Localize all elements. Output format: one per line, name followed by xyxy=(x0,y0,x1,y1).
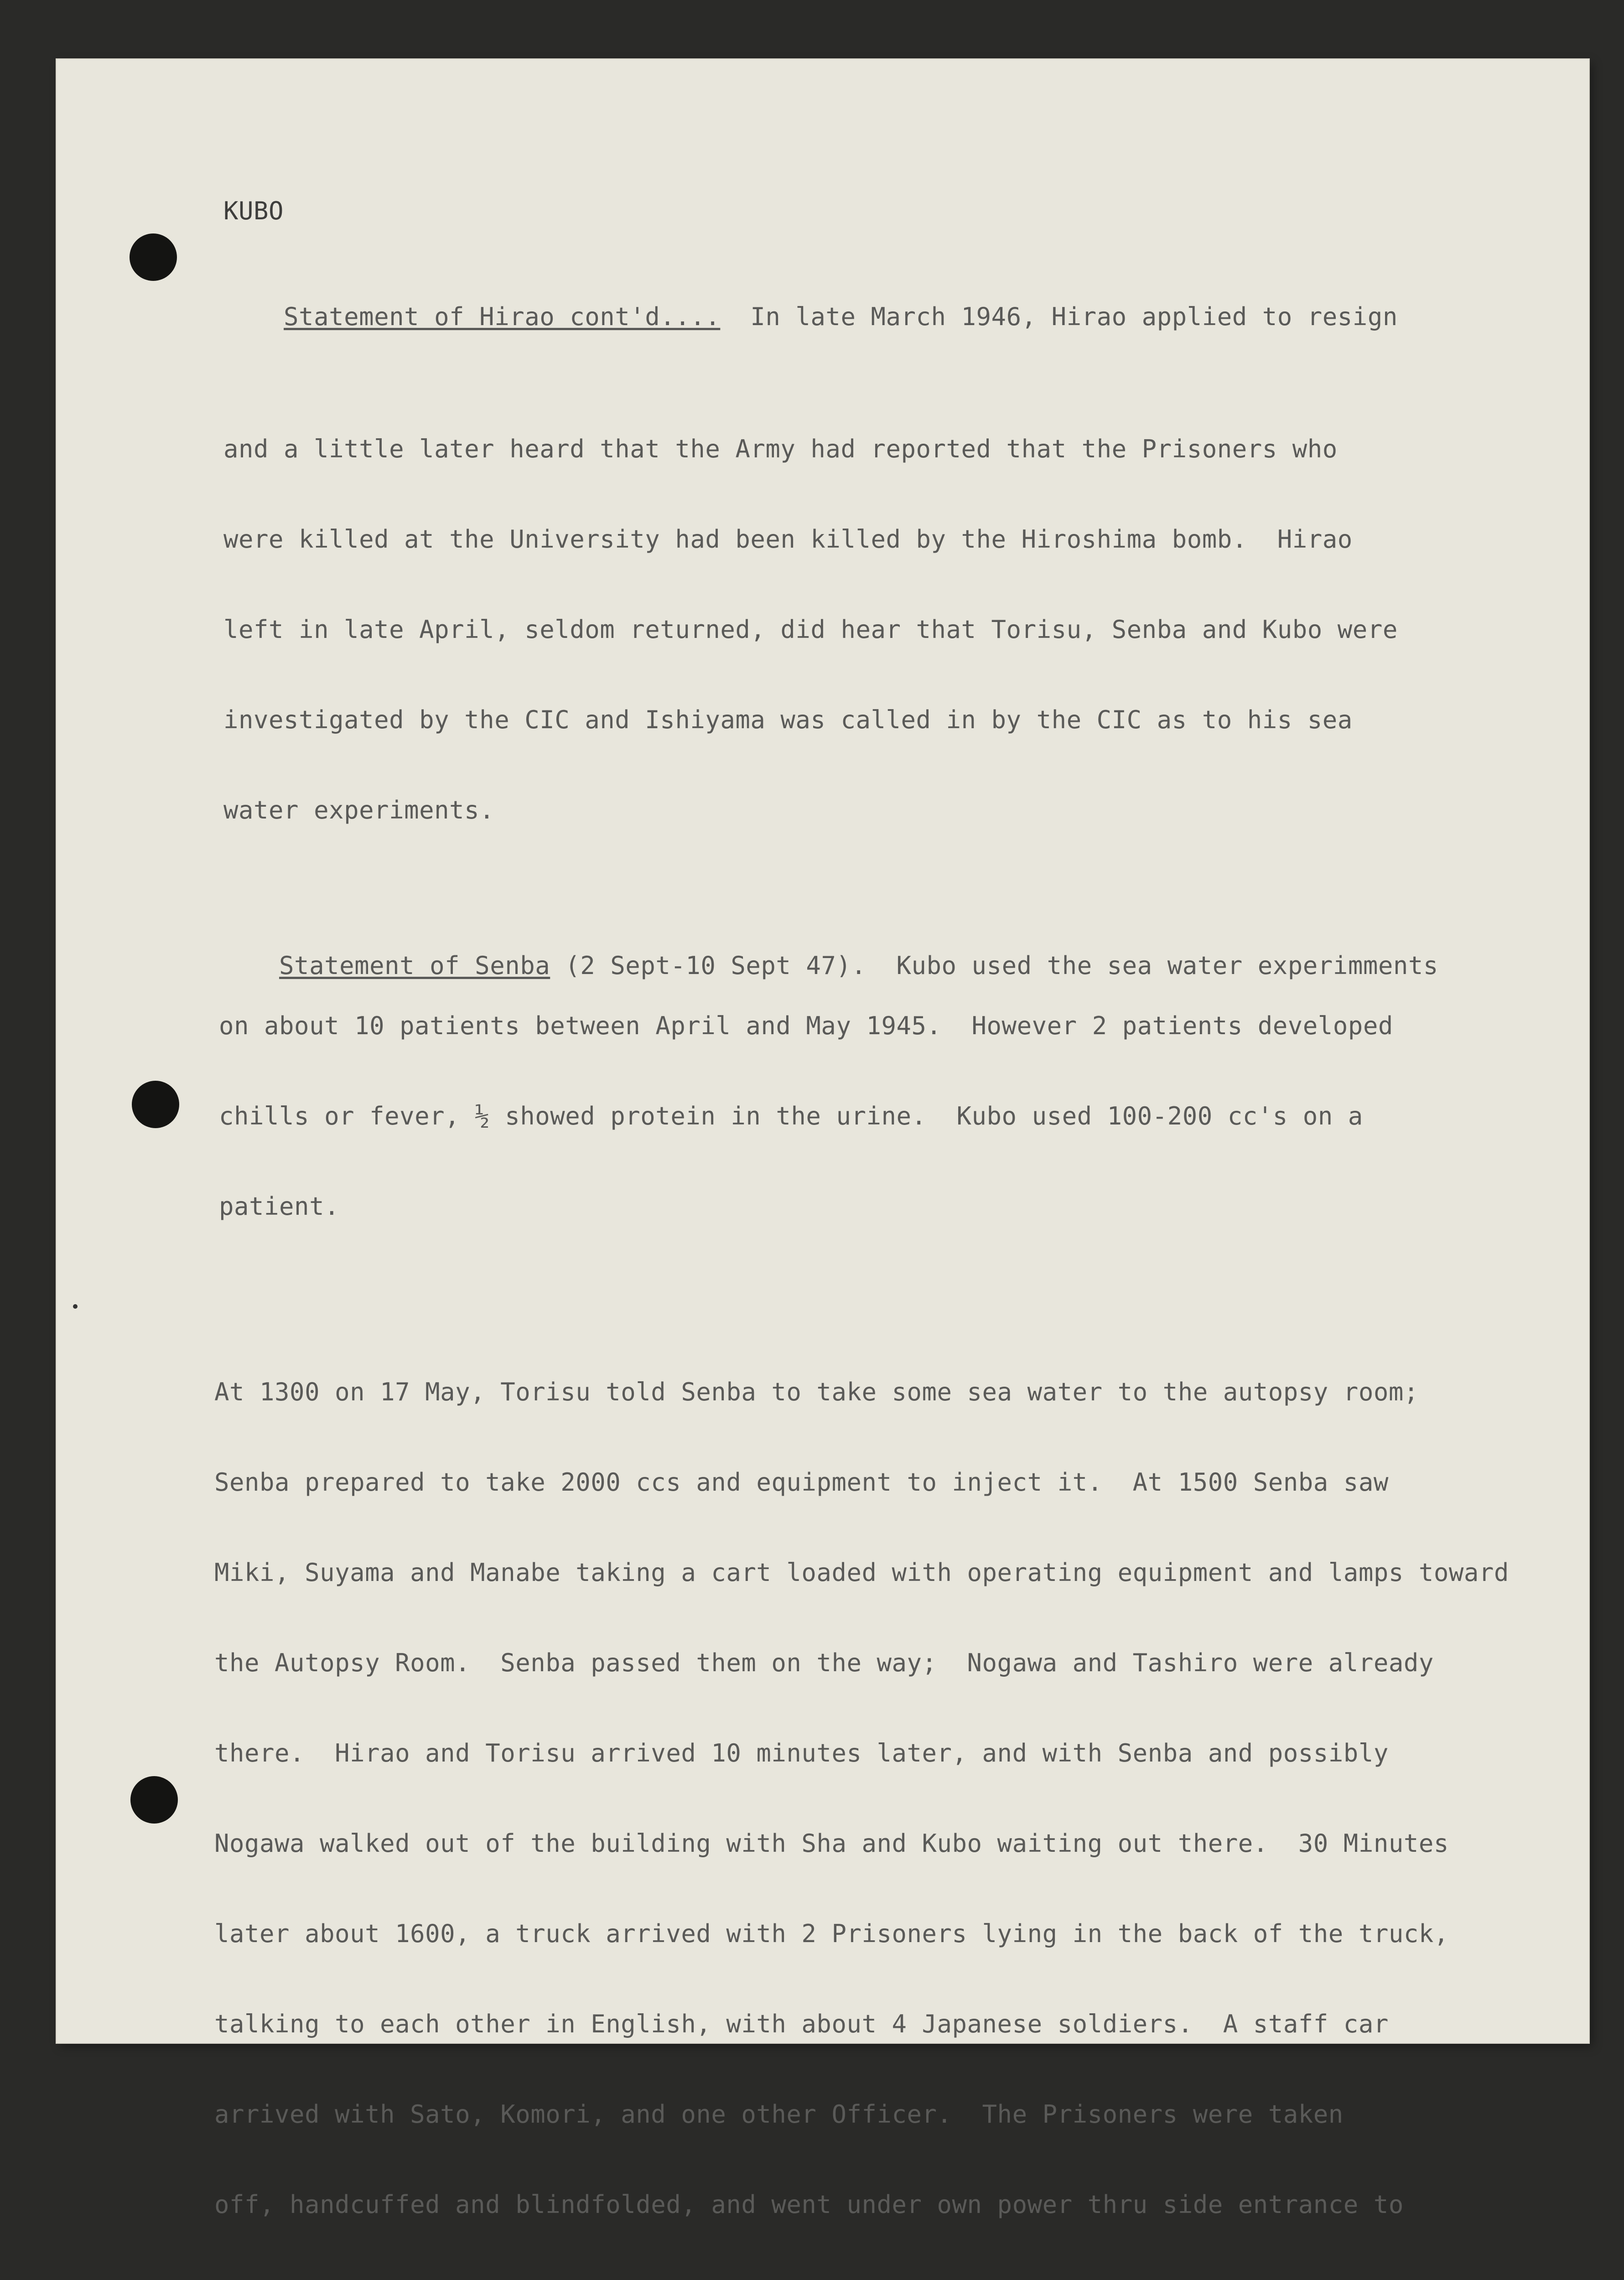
section-heading: Statement of Hirao cont'd.... xyxy=(284,302,721,331)
paragraph-line: were killed at the University had been killed by the Hiroshima bomb. Hirao xyxy=(223,525,1353,554)
paragraph-line: investigated by the CIC and Ishiyama was called in by the CIC as to his sea xyxy=(223,705,1353,734)
paragraph-line: water experiments. xyxy=(223,796,495,824)
page-header: KUBO xyxy=(223,197,284,225)
paragraph-first-line: (2 Sept-10 Sept 47). Kubo used the sea water experimments xyxy=(550,951,1438,980)
paragraph-line: Nogawa walked out of the building with Sha and Kubo waiting out there. 30 Minutes xyxy=(214,1829,1449,1858)
paragraph-line: left in late April, seldom returned, did hear that Torisu, Senba and Kubo were xyxy=(223,615,1398,644)
paragraph-line: talking to each other in English, with about 4 Japanese soldiers. A staff car xyxy=(214,2010,1389,2038)
paragraph-line: off, handcuffed and blindfolded, and went under own power thru side entrance to xyxy=(214,2190,1404,2219)
paragraph xyxy=(150,374,1564,886)
paragraph-line: later about 1600, a truck arrived with 2 Prisoners lying in the back of the truck, xyxy=(214,1919,1449,1948)
paragraph-first-line: In late March 1946, Hirao applied to resign xyxy=(720,302,1398,331)
paragraph-line: on about 10 patients between April and May 1945. However 2 patients developed xyxy=(219,1011,1393,1040)
paragraph-line: the Autopsy Room. Senba passed them on the way; Nogawa and Tashiro were already xyxy=(214,1648,1434,1677)
paragraph-line: Miki, Suyama and Manabe taking a cart loaded with operating equipment and lamps toward xyxy=(214,1558,1509,1587)
paragraph-line: Senba prepared to take 2000 ccs and equipment to inject it. At 1500 Senba saw xyxy=(214,1468,1389,1497)
document-body xyxy=(150,196,1564,2280)
paragraph-line: chills or fever, ½ showed protein in the urine. Kubo used 100-200 cc's on a xyxy=(219,1102,1363,1130)
paragraph-line: patient. xyxy=(219,1192,340,1221)
paper-mark xyxy=(73,1304,78,1309)
paragraph-line: At 1300 on 17 May, Torisu told Senba to take some sea water to the autopsy room; xyxy=(214,1378,1419,1406)
paragraph-line: there. Hirao and Torisu arrived 10 minutes later, and with Senba and possibly xyxy=(214,1739,1389,1767)
paragraph-line: and a little later heard that the Army had reported that the Prisoners who xyxy=(223,435,1338,463)
section-heading: Statement of Senba xyxy=(279,951,550,980)
paragraph xyxy=(150,1317,1564,2280)
paragraph-hirao-continued xyxy=(150,272,1564,362)
paragraph-line: arrived with Sato, Komori, and one other Officer. The Prisoners were taken xyxy=(214,2100,1344,2129)
paragraph-senba-statement xyxy=(150,921,1564,1282)
